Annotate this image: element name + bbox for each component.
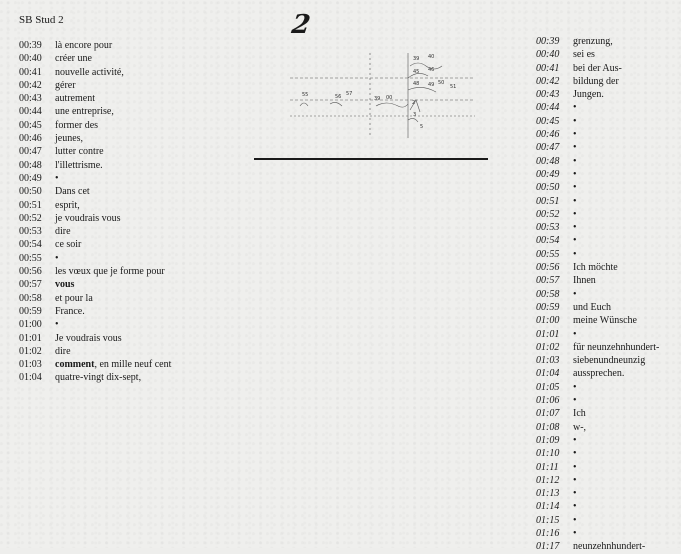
timestamp: 00:47 bbox=[536, 142, 560, 154]
timestamp: 00:52 bbox=[19, 212, 42, 224]
sketch-label: 55 bbox=[302, 92, 309, 98]
transcript-text: siebenundneunzig bbox=[573, 355, 646, 367]
transcript-text: und Euch bbox=[573, 301, 612, 313]
timestamp: 00:47 bbox=[19, 146, 42, 158]
timestamp: 00:54 bbox=[19, 239, 42, 251]
timestamp: 00:48 bbox=[19, 159, 42, 171]
transcript-row bbox=[536, 527, 659, 540]
transcript-text bbox=[55, 358, 171, 371]
sketch-label: 2 bbox=[412, 100, 416, 106]
timestamp: 00:52 bbox=[536, 208, 560, 220]
transcript-text: Jungen. bbox=[573, 89, 604, 101]
timestamp: 00:55 bbox=[19, 252, 42, 264]
transcript-row bbox=[536, 367, 659, 380]
transcript-text: • bbox=[55, 319, 59, 331]
transcript-row bbox=[536, 354, 659, 367]
transcript-row bbox=[536, 500, 659, 513]
transcript-text: les vœux que je forme pour bbox=[55, 266, 165, 278]
transcript-row bbox=[19, 238, 171, 251]
timestamp: 00:51 bbox=[19, 199, 42, 211]
timestamp: 01:04 bbox=[19, 372, 42, 384]
transcript-text: • bbox=[573, 381, 577, 393]
transcript-row bbox=[536, 248, 659, 261]
transcript-row bbox=[19, 305, 171, 318]
transcript-text: w-, bbox=[573, 421, 587, 433]
transcript-row bbox=[536, 540, 659, 553]
transcript-text: là encore pour bbox=[55, 40, 113, 51]
transcript-row bbox=[19, 358, 171, 371]
sketch-label: 39 bbox=[413, 56, 420, 62]
timestamp: 01:06 bbox=[536, 395, 560, 407]
transcript-row bbox=[536, 221, 659, 234]
transcript-text: • bbox=[573, 155, 577, 167]
sketch-label: 00 bbox=[386, 95, 393, 101]
transcript-row bbox=[19, 292, 171, 305]
transcript-row bbox=[19, 159, 171, 172]
transcript-text: • bbox=[573, 328, 577, 340]
timestamp: 00:55 bbox=[536, 248, 560, 260]
transcript-row bbox=[536, 381, 659, 394]
timestamp: 00:48 bbox=[536, 155, 560, 167]
timestamp: 01:13 bbox=[536, 488, 560, 500]
transcript-text: • bbox=[573, 208, 577, 220]
transcript-row bbox=[536, 195, 659, 208]
sketch-label: 3 bbox=[413, 112, 417, 118]
timestamp: 00:46 bbox=[536, 129, 560, 141]
timestamp: 01:09 bbox=[536, 434, 560, 446]
timestamp: 00:53 bbox=[536, 222, 560, 234]
timestamp: 00:59 bbox=[19, 305, 42, 317]
transcript-row bbox=[536, 288, 659, 301]
transcript-text: ce soir bbox=[55, 239, 82, 251]
transcript-row bbox=[536, 234, 659, 247]
transcript-row bbox=[19, 212, 171, 225]
timestamp: 00:53 bbox=[19, 226, 42, 238]
transcript-row bbox=[19, 185, 171, 198]
transcript-text: • bbox=[573, 474, 577, 486]
transcript-text: Ich möchte bbox=[573, 262, 618, 274]
transcript-text: • bbox=[573, 514, 577, 526]
timestamp: 01:01 bbox=[19, 332, 42, 344]
transcript-row bbox=[536, 168, 659, 181]
page-number: 2 bbox=[289, 10, 313, 40]
transcript-text: • bbox=[573, 142, 577, 154]
timestamp: 00:50 bbox=[536, 182, 560, 194]
timestamp: 00:58 bbox=[536, 288, 560, 300]
transcript-row bbox=[536, 62, 659, 75]
sketch-label: 57 bbox=[346, 91, 353, 97]
transcript-row bbox=[19, 172, 171, 185]
transcript-text: • bbox=[55, 252, 59, 264]
transcript-row bbox=[19, 92, 171, 105]
transcript-row bbox=[19, 39, 171, 52]
sketch-label: 51 bbox=[450, 84, 457, 90]
transcript-row bbox=[19, 278, 171, 291]
transcript-row bbox=[536, 461, 659, 474]
transcript-row bbox=[536, 261, 659, 274]
german-transcript-column bbox=[536, 35, 659, 554]
timestamp: 00:56 bbox=[19, 266, 42, 278]
timestamp: 00:54 bbox=[536, 235, 560, 247]
timestamp: 01:07 bbox=[536, 408, 560, 420]
timestamp: 01:15 bbox=[536, 514, 560, 526]
transcript-text-rest: , en mille neuf cent bbox=[94, 359, 172, 371]
transcript-text: • bbox=[573, 102, 577, 114]
timestamp: 01:03 bbox=[19, 359, 42, 371]
transcript-text: • bbox=[573, 195, 577, 207]
transcript-text: • bbox=[55, 172, 59, 184]
transcript-row bbox=[19, 252, 171, 265]
timestamp: 01:05 bbox=[536, 381, 560, 393]
transcript-row bbox=[536, 141, 659, 154]
transcript-text: • bbox=[573, 129, 577, 141]
sketch-label: 39 bbox=[374, 96, 381, 102]
timestamp: 01:14 bbox=[536, 501, 560, 513]
timestamp: 00:46 bbox=[19, 133, 42, 145]
emphasized-word: comment bbox=[55, 359, 95, 371]
transcript-row bbox=[19, 225, 171, 238]
transcript-row bbox=[19, 345, 171, 358]
transcript-row bbox=[536, 341, 659, 354]
transcript-text: • bbox=[573, 434, 577, 446]
transcript-row bbox=[536, 128, 659, 141]
transcript-text: lutter contre bbox=[55, 146, 104, 158]
timestamp: 01:02 bbox=[19, 345, 42, 357]
timestamp: 00:51 bbox=[536, 195, 560, 207]
transcript-text: • bbox=[573, 288, 577, 300]
transcript-text: je voudrais vous bbox=[55, 212, 121, 224]
transcript-row bbox=[536, 474, 659, 487]
transcript-text: • bbox=[573, 248, 577, 260]
transcript-text: dire bbox=[55, 226, 71, 238]
transcript-row bbox=[536, 487, 659, 500]
timestamp: 00:41 bbox=[19, 66, 42, 78]
transcript-text: sei es bbox=[573, 49, 595, 61]
transcript-row bbox=[19, 119, 171, 132]
timestamp: 01:16 bbox=[536, 527, 560, 539]
timestamp: 00:49 bbox=[536, 168, 560, 180]
transcript-row bbox=[19, 66, 171, 79]
transcript-row bbox=[19, 145, 171, 158]
transcript-text: bildung der bbox=[573, 75, 619, 87]
transcript-row bbox=[536, 407, 659, 420]
horizontal-divider bbox=[254, 158, 488, 160]
timestamp: 00:44 bbox=[19, 106, 42, 118]
transcript-text: • bbox=[573, 182, 577, 194]
transcript-row bbox=[536, 328, 659, 341]
sketch-label: 48 bbox=[413, 81, 420, 87]
sketch-label: 50 bbox=[438, 80, 445, 86]
sketch-label: 49 bbox=[428, 82, 435, 88]
transcript-row bbox=[536, 101, 659, 114]
transcript-text: aussprechen. bbox=[573, 368, 625, 380]
timestamp: 00:44 bbox=[536, 102, 560, 114]
timestamp: 00:57 bbox=[19, 279, 42, 291]
timestamp: 00:42 bbox=[536, 75, 560, 87]
transcript-row bbox=[536, 394, 659, 407]
sketch-label: 40 bbox=[428, 54, 435, 60]
timestamp: 00:58 bbox=[19, 292, 42, 304]
transcript-text: • bbox=[573, 168, 577, 180]
transcript-text: l'illettrisme. bbox=[55, 159, 103, 171]
timestamp: 00:39 bbox=[536, 36, 560, 47]
transcript-row bbox=[19, 318, 171, 331]
transcript-text: grenzung, bbox=[573, 36, 613, 47]
timestamp: 01:17 bbox=[536, 541, 560, 553]
transcript-text: neunzehnhundert- bbox=[573, 541, 646, 553]
transcript-text: et pour la bbox=[55, 292, 93, 304]
timestamp: 01:02 bbox=[536, 341, 560, 353]
timestamp: 01:04 bbox=[536, 368, 560, 380]
transcript-row bbox=[536, 75, 659, 88]
transcript-text: France. bbox=[55, 305, 85, 317]
transcript-row bbox=[536, 115, 659, 128]
transcript-text: meine Wünsche bbox=[573, 315, 637, 327]
transcript-row bbox=[19, 332, 171, 345]
sketch-label: 45 bbox=[413, 69, 420, 75]
transcript-text: jeunes, bbox=[55, 133, 84, 145]
transcript-text: dire bbox=[55, 345, 71, 357]
transcript-text: bei der Aus- bbox=[573, 62, 622, 74]
transcript-row bbox=[19, 52, 171, 65]
transcript-row bbox=[19, 199, 171, 212]
transcript-text: • bbox=[573, 395, 577, 407]
sketch-label: 5 bbox=[420, 124, 424, 130]
timestamp: 01:12 bbox=[536, 474, 560, 486]
transcript-text: für neunzehnhundert- bbox=[573, 341, 660, 353]
transcript-text: quatre-vingt dix-sept, bbox=[55, 372, 142, 384]
transcript-text: créer une bbox=[55, 53, 92, 65]
transcript-row bbox=[19, 132, 171, 145]
french-transcript-column bbox=[19, 39, 171, 385]
timestamp: 00:57 bbox=[536, 275, 560, 287]
timestamp: 01:00 bbox=[19, 319, 42, 331]
transcript-row bbox=[19, 79, 171, 92]
transcript-row bbox=[536, 208, 659, 221]
transcript-row bbox=[536, 301, 659, 314]
transcript-row bbox=[536, 181, 659, 194]
transcript-text: • bbox=[573, 488, 577, 500]
timestamp: 00:49 bbox=[19, 172, 42, 184]
transcript-row bbox=[536, 421, 659, 434]
transcript-row bbox=[536, 434, 659, 447]
document-title: SB Stud 2 bbox=[19, 14, 64, 26]
transcript-text: • bbox=[573, 501, 577, 513]
handwritten-timeline-sketch bbox=[280, 48, 480, 143]
transcript-text: nouvelle activité, bbox=[55, 66, 124, 78]
transcript-text: former des bbox=[55, 119, 99, 131]
transcript-text bbox=[55, 278, 74, 291]
timestamp: 00:59 bbox=[536, 301, 560, 313]
timestamp: 00:45 bbox=[19, 119, 42, 131]
timestamp: 00:43 bbox=[19, 93, 42, 105]
transcript-text: • bbox=[573, 448, 577, 460]
timestamp: 01:11 bbox=[536, 461, 559, 473]
transcript-text: • bbox=[573, 235, 577, 247]
transcript-row bbox=[536, 155, 659, 168]
emphasized-word: vous bbox=[55, 279, 75, 291]
timestamp: 01:10 bbox=[536, 448, 560, 460]
transcript-text: Je voudrais vous bbox=[55, 332, 122, 344]
sketch-label: 46 bbox=[428, 67, 435, 73]
transcript-text: • bbox=[573, 115, 577, 127]
transcript-text: Ihnen bbox=[573, 275, 596, 287]
transcript-text: autrement bbox=[55, 93, 95, 105]
transcript-text: • bbox=[573, 461, 577, 473]
timestamp: 01:00 bbox=[536, 315, 560, 327]
transcript-text: • bbox=[573, 527, 577, 539]
transcript-row bbox=[536, 274, 659, 287]
transcript-text: esprit, bbox=[55, 199, 80, 211]
sketch-label: 56 bbox=[335, 94, 342, 100]
transcript-row bbox=[536, 88, 659, 101]
timestamp: 00:42 bbox=[19, 79, 42, 91]
timestamp: 00:56 bbox=[536, 262, 560, 274]
transcript-text: Dans cet bbox=[55, 186, 90, 198]
transcript-row bbox=[19, 105, 171, 118]
transcript-row bbox=[536, 314, 659, 327]
transcript-text: une entreprise, bbox=[55, 106, 114, 118]
transcript-text: gérer bbox=[55, 79, 76, 91]
transcript-row bbox=[536, 514, 659, 527]
transcript-text: Ich bbox=[573, 408, 586, 420]
timestamp: 00:50 bbox=[19, 186, 42, 198]
transcript-row bbox=[536, 447, 659, 460]
timestamp: 01:08 bbox=[536, 421, 560, 433]
timestamp: 00:39 bbox=[19, 40, 42, 51]
timestamp: 00:43 bbox=[536, 89, 560, 101]
timestamp: 00:41 bbox=[536, 62, 560, 74]
transcript-text: • bbox=[573, 222, 577, 234]
transcript-row bbox=[19, 371, 171, 384]
timestamp: 00:45 bbox=[536, 115, 560, 127]
timestamp: 00:40 bbox=[536, 49, 560, 61]
transcript-row bbox=[19, 265, 171, 278]
transcript-row bbox=[536, 48, 659, 61]
timestamp: 00:40 bbox=[19, 53, 42, 65]
transcript-row bbox=[536, 35, 659, 48]
timestamp: 01:03 bbox=[536, 355, 560, 367]
timestamp: 01:01 bbox=[536, 328, 560, 340]
